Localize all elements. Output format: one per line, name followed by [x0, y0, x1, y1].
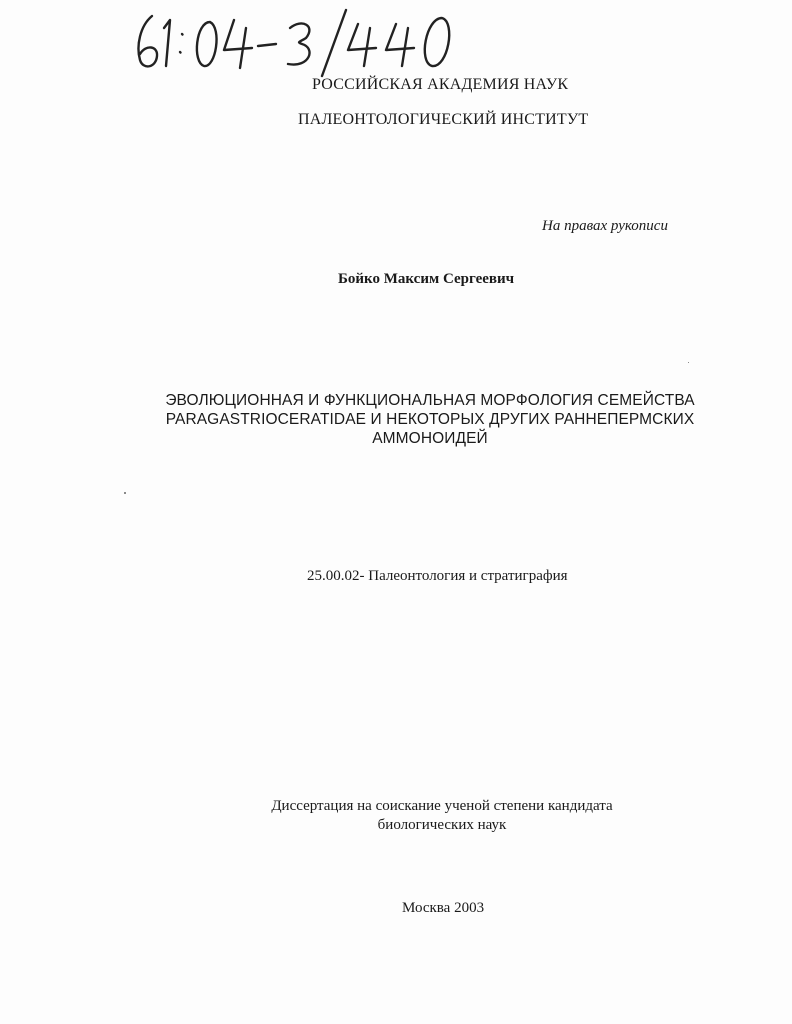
handwritten-catalog-number — [130, 6, 480, 78]
title-line: ЭВОЛЮЦИОННАЯ И ФУНКЦИОНАЛЬНАЯ МОРФОЛОГИЯ СЕМЕЙСТВА — [165, 392, 695, 409]
institute-name: ПАЛЕОНТОЛОГИЧЕСКИЙ ИНСТИТУТ — [298, 111, 589, 128]
organization-name: РОССИЙСКАЯ АКАДЕМИЯ НАУК — [312, 76, 569, 93]
specialty-code: 25.00.02- Палеонтология и стратиграфия — [307, 568, 568, 584]
scan-speck — [124, 492, 126, 494]
rights-note: На правах рукописи — [542, 218, 668, 234]
title-line: АММОНОИДЕЙ — [372, 430, 488, 447]
title-line: PARAGASTRIOCERATIDAE И НЕКОТОРЫХ ДРУГИХ РАННЕПЕРМСКИХ — [165, 411, 695, 428]
dissertation-title — [150, 391, 710, 448]
degree-line: Диссертация на соискание ученой степени кандидата — [271, 798, 613, 814]
author-name: Бойко Максим Сергеевич — [338, 271, 515, 287]
scan-speck — [688, 362, 689, 363]
degree-statement — [240, 797, 644, 835]
degree-line: биологических наук — [377, 817, 507, 833]
city-year: Москва 2003 — [402, 900, 485, 916]
